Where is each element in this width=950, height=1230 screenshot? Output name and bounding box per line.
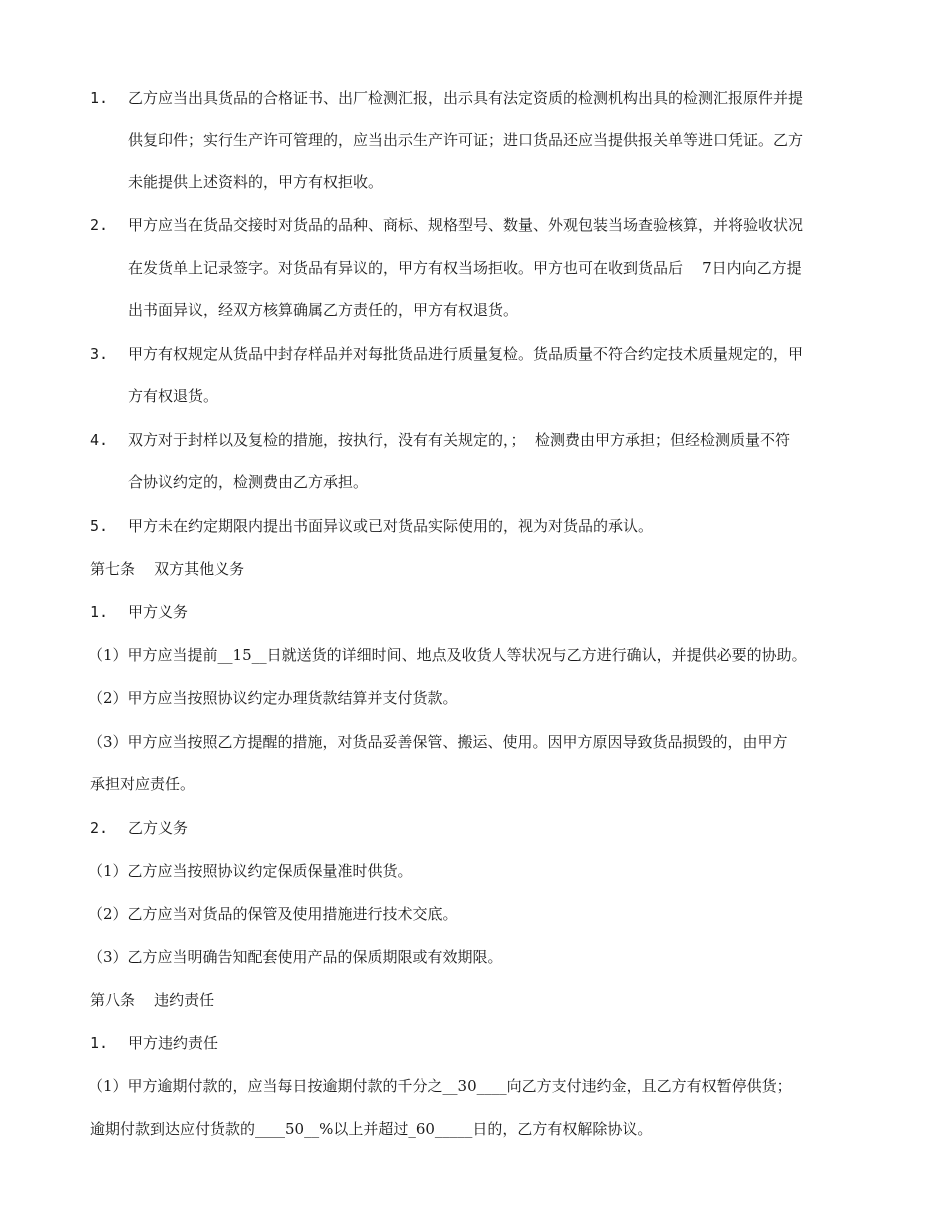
- article-7-heading: [0, 559, 245, 579]
- list-number: 2.: [90, 216, 109, 234]
- art7-b-1: [0, 861, 413, 881]
- art8-party-a-title: [0, 1033, 219, 1053]
- paragraph-line: 未能提供上述资料的，甲方有权拒收。: [128, 173, 384, 191]
- paragraph-line: 在发货单上记录签字。对货品有异议的，甲方有权当场拒收。甲方也可在收到货品后 7日内向乙方提: [128, 259, 802, 277]
- s6-item-4: [0, 430, 791, 450]
- section-heading: 第八条 违约责任: [90, 991, 215, 1009]
- paragraph-line: （1）乙方应当按照协议约定保质保量准时供货。: [88, 862, 413, 880]
- art7-a-2: [0, 688, 458, 708]
- paragraph-line: （3）乙方应当明确告知配套使用产品的保质期限或有效期限。: [88, 948, 503, 966]
- list-number: 3.: [90, 345, 109, 363]
- subsection-title: 甲方义务: [128, 603, 189, 621]
- list-number: 5.: [90, 517, 109, 535]
- article-8-heading: [0, 990, 215, 1010]
- s6-item-4-line-2: [0, 472, 369, 492]
- list-number: 4.: [90, 431, 109, 449]
- s6-item-3: [0, 344, 804, 364]
- art7-party-a-title: [0, 602, 189, 622]
- paragraph-line: 双方对于封样以及复检的措施，按执行，没有有关规定的，； 检测费由甲方承担；但经检测质量不符: [128, 431, 791, 449]
- paragraph-line: （2）乙方应当对货品的保管及使用措施进行技术交底。: [88, 905, 458, 923]
- s6-item-1-line-2: [0, 130, 804, 150]
- paragraph-line: 承担对应责任。: [90, 775, 196, 793]
- paragraph-line: 出书面异议，经双方核算确属乙方责任的，甲方有权退货。: [128, 301, 519, 319]
- s6-item-1: [0, 88, 804, 108]
- paragraph-line: 甲方未在约定期限内提出书面异议或已对货品实际使用的，视为对货品的承认。: [128, 517, 654, 535]
- subsection-title: 甲方违约责任: [128, 1034, 219, 1052]
- s6-item-2: [0, 215, 804, 235]
- paragraph-line: 方有权退货。: [128, 387, 219, 405]
- paragraph-line: （1）甲方逾期付款的，应当每日按逾期付款的千分之__30____向乙方支付违约金，且乙方有权暂停供货；: [88, 1077, 792, 1095]
- s6-item-1-line-3: [0, 172, 384, 192]
- paragraph-line: 乙方应当出具货品的合格证书、出厂检测汇报，出示具有法定资质的检测机构出具的检测汇报原件并提: [128, 89, 804, 107]
- paragraph-line: 甲方有权规定从货品中封存样品并对每批货品进行质量复检。货品质量不符合约定技术质量规定的，甲: [128, 345, 804, 363]
- s6-item-5: [0, 516, 654, 536]
- paragraph-line: （1）甲方应当提前__15__日就送货的详细时间、地点及收货人等状况与乙方进行确认，并提供必要的协助。: [88, 646, 807, 664]
- section-heading: 第七条 双方其他义务: [90, 560, 245, 578]
- art7-a-3-line-2: [0, 774, 196, 794]
- paragraph-line: 供复印件；实行生产许可管理的，应当出示生产许可证；进口货品还应当提供报关单等进口凭证。乙方: [128, 131, 804, 149]
- art7-a-1: [0, 645, 807, 665]
- paragraph-line: 甲方应当在货品交接时对货品的品种、商标、规格型号、数量、外观包装当场查验核算，并将验收状况: [128, 216, 804, 234]
- art8-a-1: [0, 1076, 792, 1096]
- paragraph-line: 合协议约定的，检测费由乙方承担。: [128, 473, 369, 491]
- s6-item-2-line-2: [0, 258, 802, 278]
- list-number: 1.: [90, 603, 109, 621]
- s6-item-2-line-3: [0, 300, 519, 320]
- paragraph-line: （2）甲方应当按照协议约定办理货款结算并支付货款。: [88, 689, 458, 707]
- paragraph-line: 逾期付款到达应付货款的____50__%以上并超过_60_____日的，乙方有权解除协议。: [90, 1120, 653, 1138]
- subsection-title: 乙方义务: [128, 819, 189, 837]
- art7-b-2: [0, 904, 458, 924]
- art7-party-b-title: [0, 818, 189, 838]
- art7-a-3: [0, 732, 788, 752]
- list-number: 2.: [90, 819, 109, 837]
- s6-item-3-line-2: [0, 386, 219, 406]
- list-number: 1.: [90, 1034, 109, 1052]
- paragraph-line: （3）甲方应当按照乙方提醒的措施，对货品妥善保管、搬运、使用。因甲方原因导致货品损毁的，由甲方: [88, 733, 788, 751]
- art8-a-1-line-2: [0, 1119, 653, 1139]
- list-number: 1.: [90, 89, 109, 107]
- art7-b-3: [0, 947, 503, 967]
